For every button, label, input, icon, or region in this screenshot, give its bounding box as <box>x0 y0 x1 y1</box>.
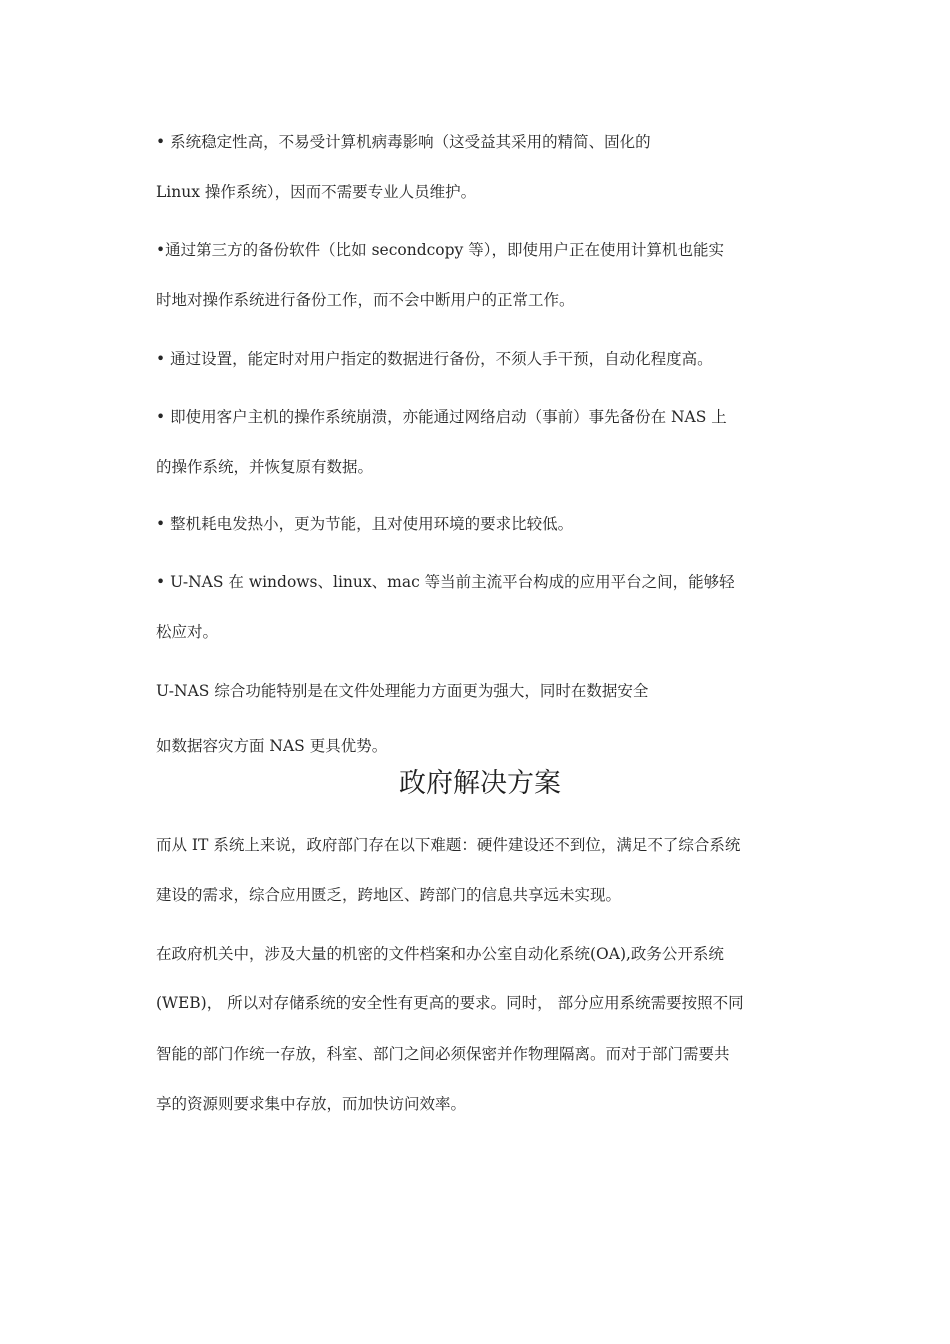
body-line-1: • 系统稳定性高，不易受计算机病毒影响（这受益其采用的精简、固化的 <box>156 133 651 151</box>
body-line-9: • U-NAS 在 windows、linux、mac 等当前主流平台构成的应用平台之间，能够轻 <box>156 573 735 591</box>
body-line-4: 时地对操作系统进行备份工作，而不会中断用户的正常工作。 <box>156 291 575 309</box>
body-line-8: • 整机耗电发热小，更为节能，且对使用环境的要求比较低。 <box>156 515 574 533</box>
section-title: 政府解决方案 <box>399 768 561 799</box>
body-line-5: • 通过设置，能定时对用户指定的数据进行备份，不须人手干预，自动化程度高。 <box>156 350 713 368</box>
section-line-2: 建设的需求，综合应用匮乏，跨地区、跨部门的信息共享远未实现。 <box>156 886 622 904</box>
section-line-6: 享的资源则要求集中存放，而加快访问效率。 <box>156 1095 467 1113</box>
section-line-3: 在政府机关中，涉及大量的机密的文件档案和办公室自动化系统(OA),政务公开系统 <box>156 945 724 963</box>
section-line-4: (WEB)， 所以对存储系统的安全性有更高的要求。同时， 部分应用系统需要按照不同 <box>156 994 744 1012</box>
body-line-12: 如数据容灾方面 NAS 更具优势。 <box>156 737 388 755</box>
body-line-6: • 即使用客户主机的操作系统崩溃，亦能通过网络启动（事前）事先备份在 NAS 上 <box>156 408 727 426</box>
section-line-5: 智能的部门作统一存放，科室、部门之间必须保密并作物理隔离。而对于部门需要共 <box>156 1045 730 1063</box>
body-line-2: Linux 操作系统），因而不需要专业人员维护。 <box>156 183 477 201</box>
body-line-7: 的操作系统，并恢复原有数据。 <box>156 458 374 476</box>
body-line-3: •通过第三方的备份软件（比如 secondcopy 等），即使用户正在使用计算机也能实 <box>156 241 724 259</box>
section-line-1: 而从 IT 系统上来说，政府部门存在以下难题：硬件建设还不到位，满足不了综合系统 <box>156 836 741 854</box>
body-line-11: U-NAS 综合功能特别是在文件处理能力方面更为强大，同时在数据安全 <box>156 682 649 700</box>
body-line-10: 松应对。 <box>156 623 219 641</box>
